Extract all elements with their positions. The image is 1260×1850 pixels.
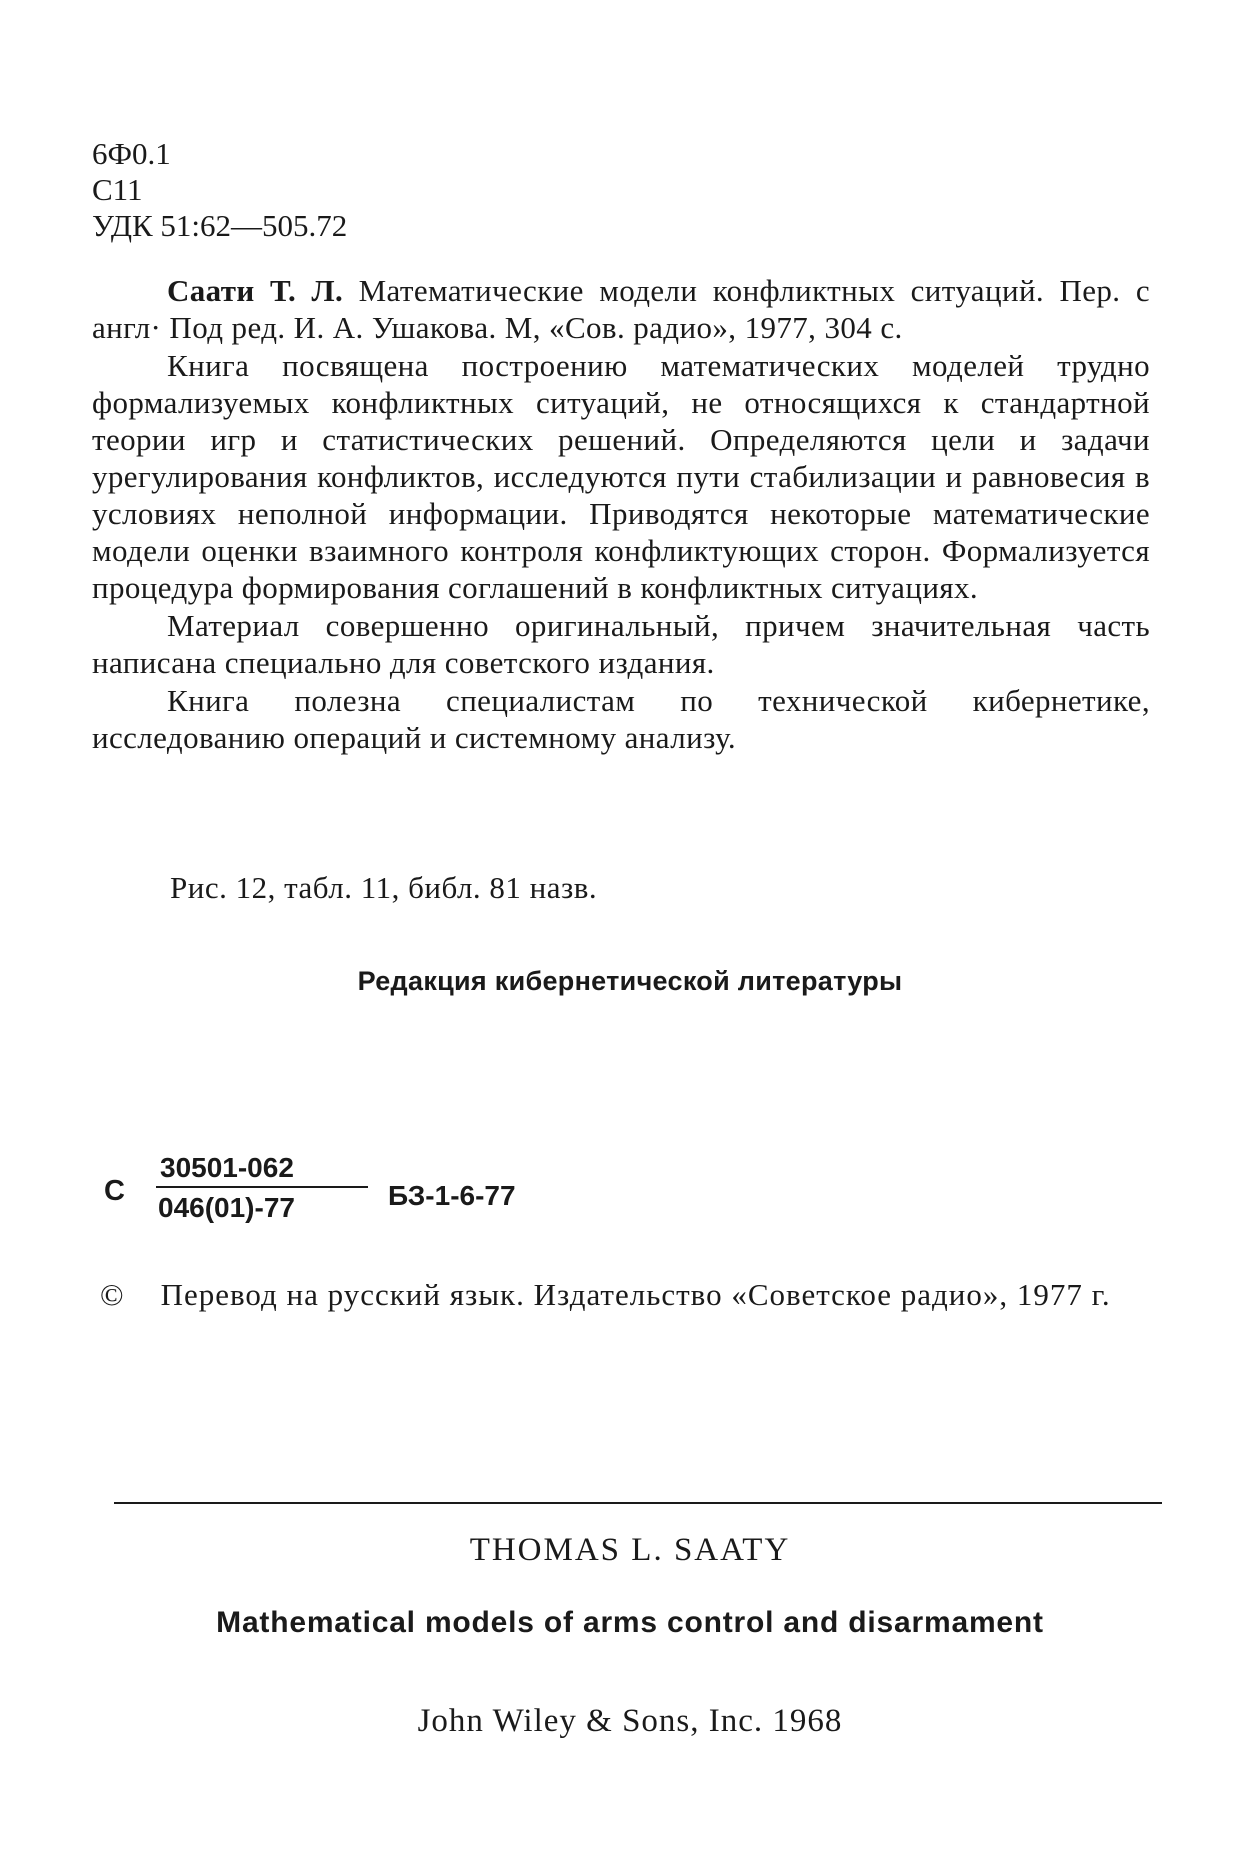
- author-name: Саати Т. Л.: [167, 273, 344, 308]
- plan-code: БЗ-1-6-77: [388, 1180, 516, 1211]
- annotation-paragraph: Книга посвящена построению математических моделей трудно формализуемых конфликтных ситуаций, не относящихся к стандартной теории игр и статистических решений. Определяются цели и задачи урегулирования конфликтов, исследуются пути стабилизации и равновесия в условиях неполной информации. Приводятся некоторые математические модели оценки взаимного контроля конфликтующих сторон. Формализуется процедура формирования соглашений в конфликтных ситуациях.: [92, 348, 1150, 605]
- figures-tables-note: Рис. 12, табл. 11, библ. 81 назв.: [170, 870, 598, 905]
- bibliographic-entry: [92, 272, 1150, 346]
- copyright-text: Перевод на русский язык. Издательство «Советское радио», 1977 г.: [160, 1277, 1111, 1312]
- divider: [114, 1502, 1162, 1504]
- index-numerator: 30501-062: [160, 1152, 294, 1183]
- index-letter: С: [104, 1175, 125, 1207]
- copyright-icon: ©: [100, 1277, 125, 1312]
- annotation-paragraph: Материал совершенно оригинальный, причем значительная часть написана специально для советского издания.: [92, 608, 1150, 680]
- index-denominator: 046(01)-77: [158, 1192, 295, 1223]
- udc-code: УДК 51:62—505.72: [92, 208, 348, 243]
- original-author: THOMAS L. SAATY: [469, 1532, 791, 1568]
- original-title: Mathematical models of arms control and disarmament: [216, 1606, 1044, 1639]
- annotation-block: [92, 272, 1150, 756]
- editorial-office: Редакция кибернетической литературы: [357, 966, 903, 996]
- classification-codes: [92, 136, 347, 244]
- annotation-paragraph: Книга полезна специалистам по технической кибернетике, исследованию операций и системному анализу.: [92, 683, 1150, 755]
- fraction-bar: [156, 1186, 368, 1188]
- bibliographic-description: Математические модели конфликтных ситуаций. Пер. с англ· Под ред. И. А. Ушакова. М, «Сов. радио», 1977, 304 с.: [92, 273, 1150, 345]
- index-fraction: [156, 1150, 368, 1226]
- copyright-notice: [100, 1276, 1130, 1314]
- original-publisher: John Wiley & Sons, Inc. 1968: [417, 1703, 843, 1739]
- bbk-code: 6Ф0.1: [92, 136, 171, 171]
- author-mark: С11: [92, 172, 143, 207]
